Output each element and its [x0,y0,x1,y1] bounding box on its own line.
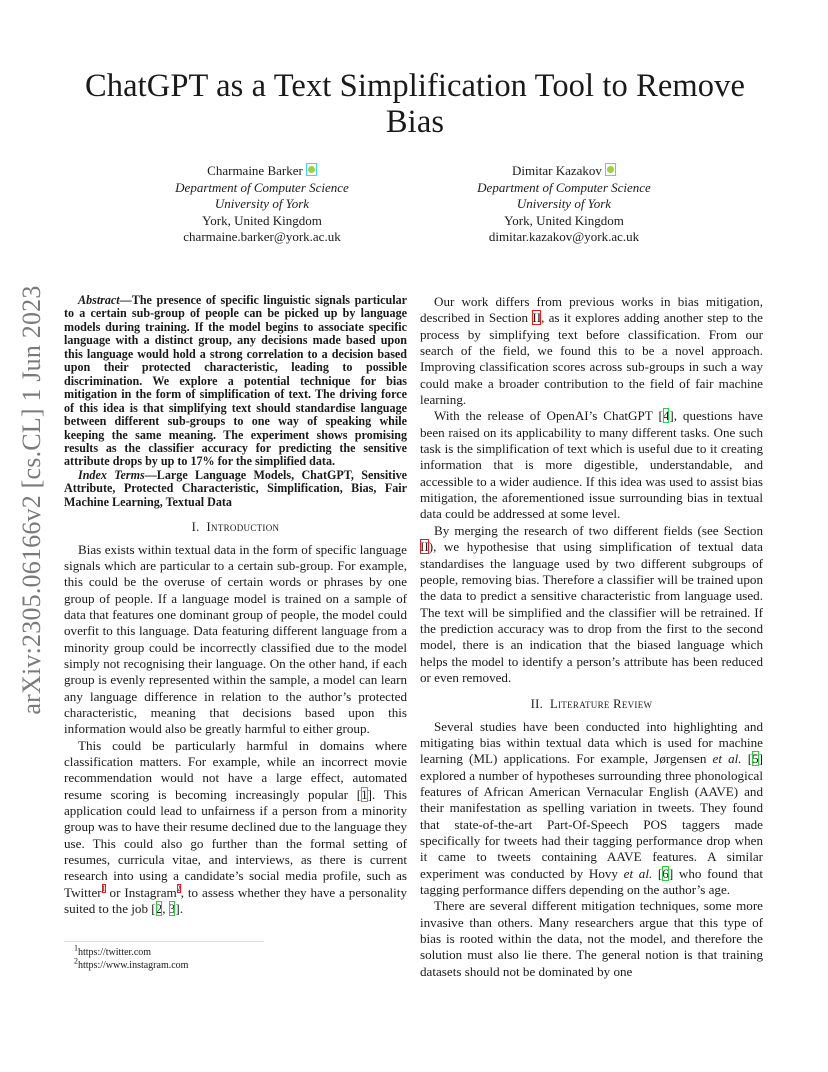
author-university: University of York [214,196,310,212]
section-number: II. [530,697,544,712]
text-run: or Instagram [105,884,177,900]
footnote-mark: 1 [74,943,78,953]
author-department: Department of Computer Science [175,179,349,195]
author-department: Department of Computer Science [477,179,651,195]
et-al: et al. [623,865,653,881]
author-university: University of York [516,196,612,212]
paragraph: With the release of OpenAI’s ChatGPT [4], questions have been raised on its applicability to many different tasks. One such task is the simplification of text which is useful due to it creating information that is more digestible, understandable, and accessible to a wider audience. If this idea was used to assist bias mitigation, the aforementioned issue surrounding bias in textual data could be addressed at some level. [420,408,763,522]
section-title: Literature Review [550,697,653,712]
text-run: ), we hypothesise that using simplification of textual data standardises the language used by two different subgroups of people, removing bias. Therefore a classifier will be trained upon the data to predict a sensitive characteristic from language used. The text will be simplified and the classifier will be retrained. If the prediction accuracy was to drop from the first to the second model, there is an indication that the biased language which helps the model to identify a person’s attribute has been reduced or even removed. [420,539,763,685]
section-link[interactable]: II [532,310,542,326]
author-name-text: Dimitar Kazakov [512,163,602,178]
paragraph: Several studies have been conducted into highlighting and mitigating bias within textual data which is used for machine learning (ML) applications. For example, Jørgensen et al. [5] explored a number of hypotheses surrounding three phonological features of African American Vernacular English (AAVE) and their manifestation as spelling variation in tweets. They found that state-of-the-art Part-Of-Speech POS taggers made specifically for tweets had their tagging performance drop when it came to tweets containing AAVE features. A similar experiment was conducted by Hovy et al. [6] who found that tagging performance differs depending on the author’s age. [420,718,763,898]
text-run: , as it explores adding another step to the process by simplifying text before classification. From our search of the field, we found this to be a novel approach. Improving classification scores across sub-groups in such a way could make a broader contribution to the field of fair machine learning. [420,310,763,408]
index-terms-label: Index Terms [78,467,145,482]
text-run: This could be particularly harmful in domains where classification matters. For example, while an incorrect movie recommendation would not have a large effect, automated resume scoring is becoming increasingly popular [64,737,407,802]
paragraph [420,523,763,686]
footnote-link[interactable]: 2 [176,884,181,894]
text-run: who found that tagging performance differs depending on the author’s age. [420,865,763,898]
paper-title: ChatGPT as a Text Simplification Tool to Remove Bias [84,68,746,140]
author-location: York, United Kingdom [504,212,624,228]
orcid-icon[interactable] [605,163,616,176]
abstract-label: Abstract [78,293,120,307]
arxiv-stamp-text: arXiv:2305.06166v2 [cs.CL] 1 Jun 2023 [17,285,46,715]
abstract [64,294,407,469]
text-run: Several studies have been conducted into highlighting and mitigating bias within textual data which is used for machine learning (ML) applications. For example, Jørgensen [420,718,763,767]
author-name-text: Charmaine Barker [207,163,303,178]
text-run: , questions have been raised on its applicability to many different tasks. One such task is the simplification of text which is useful due to it creating information that is more digestible, understandable, and accessible to a wider audience. If this idea was used to assist bias mitigation, the aforementioned issue surrounding bias in textual data could be addressed at some level. [420,408,763,522]
footnote-url[interactable]: https://www.instagram.com [78,960,189,971]
citation-link[interactable]: 5 [752,751,759,767]
footnote-mark: 2 [74,956,78,966]
author-email: dimitar.kazakov@york.ac.uk [488,229,640,245]
author-block-1 [122,163,402,246]
citation-link[interactable]: 6 [662,865,669,881]
citation-link[interactable]: 2 [155,901,163,917]
section-heading-introduction [64,519,407,535]
citation-link[interactable]: 3 [168,901,176,917]
citation-link[interactable]: 1 [361,786,368,802]
section-heading-literature-review [420,696,763,712]
text-run: With the release of OpenAI’s ChatGPT [434,408,659,424]
section-link[interactable]: II [420,539,429,555]
paragraph: There are several different mitigation techniques, some more invasive than others. Many researchers argue that this type of bias is rooted within the data, not the model, and therefore the solution must also lie there. The general notion is that training datasets should not be dominated by one [420,898,763,979]
section-number: I. [191,520,200,535]
paragraph: Bias exists within textual data in the form of specific language signals which are particular to a certain sub-group. For example, this could be the overuse of certain words or phrases by one group of people. If a language model is trained on a sample of data that features one dominant group of people, the model could overfit to this language. Data featuring different language from a minority group could be incorrectly classified due to the model simply not recognising their language. On the other hand, if each group is evenly represented within the sample, a model can learn any language difference in relation to the author’s protected characteristic, meaning that decisions based upon this information would also be greatly harmful to either group. [64,541,407,737]
orcid-icon[interactable] [306,163,317,176]
index-terms-text: —Large Language Models, ChatGPT, Sensitive Attribute, Protected Characteristic, Simplification, Bias, Fair Machine Learning, Textual Data [64,467,407,509]
text-run: . [179,901,183,917]
abstract-text: —The presence of specific linguistic signals particular to a certain sub-group of people can be picked up by language models during training. If the model begins to associate specific language with a distinct group, any decisions made based upon this language would hold a strong correlation to a decision based upon their protected characteristic, leading to possible discrimination. We explore a potential technique for bias mitigation in the form of simplification of text. The driving force of this idea is that simplifying text should standardise language between different sub-groups to one way of speaking while keeping the same meaning. The experiment shows promising results as the classifier accuracy for predicting the sensitive attribute drops by up to 17% for the simplified data. [64,293,407,469]
text-run: Our work differs from previous works in bias mitigation, described in Section [420,294,763,326]
author-name [122,163,402,180]
footnote-url[interactable]: https://twitter.com [78,947,152,958]
footnote [64,943,264,959]
left-column [64,294,407,918]
footnotes [64,941,264,972]
section-title: Introduction [206,520,280,535]
index-terms [64,469,407,509]
arxiv-stamp [2,285,62,715]
text-run: By merging the research of two different fields (see Section [434,522,763,538]
paragraph: This could be particularly harmful in domains where classification matters. For example, while an incorrect movie recommendation would not have a large effect, automated resume scoring is becoming increasingly popular [1]. This application could lead to unfairness if a person from a minority group was to have their resume declined due to the language they use. This could also go further than the formal setting of resumes, curricula vitae, and interviews, as there is current research into using a candidate’s social media profile, such as Twitter$^1$ or Instagram$^2$, to assess whether they have a personality suited to the job [2, 3]. [64,737,407,917]
author-block-2 [424,163,704,246]
author-name [424,163,704,180]
et-al: et al. [712,751,742,767]
right-column [420,294,763,980]
author-location: York, United Kingdom [202,212,322,228]
paragraph [420,294,763,408]
citation-link[interactable]: 4 [662,408,670,424]
footnote-link[interactable]: 1 [101,884,106,894]
text-run: , to assess whether they have a personality suited to the job [64,884,407,917]
footnote [64,956,264,972]
author-email: charmaine.barker@york.ac.uk [183,229,341,245]
text-run: . This application could lead to unfairness if a person from a minority group was to have their resume declined due to the language they use. This could also go further than the formal setting of resumes, curricula vitae, and interviews, as there is current research into using a candidate’s social media profile, such as Twitter [64,786,407,900]
text-run: explored a number of hypotheses surrounding three phonological features of African American Vernacular English (AAVE) and their manifestation as spelling variation in tweets. They found that state-of-the-art Part-Of-Speech POS taggers made specifically for tweets had their tagging performance drop when it came to tweets containing AAVE features. A similar experiment was conducted by Hovy [420,767,763,881]
